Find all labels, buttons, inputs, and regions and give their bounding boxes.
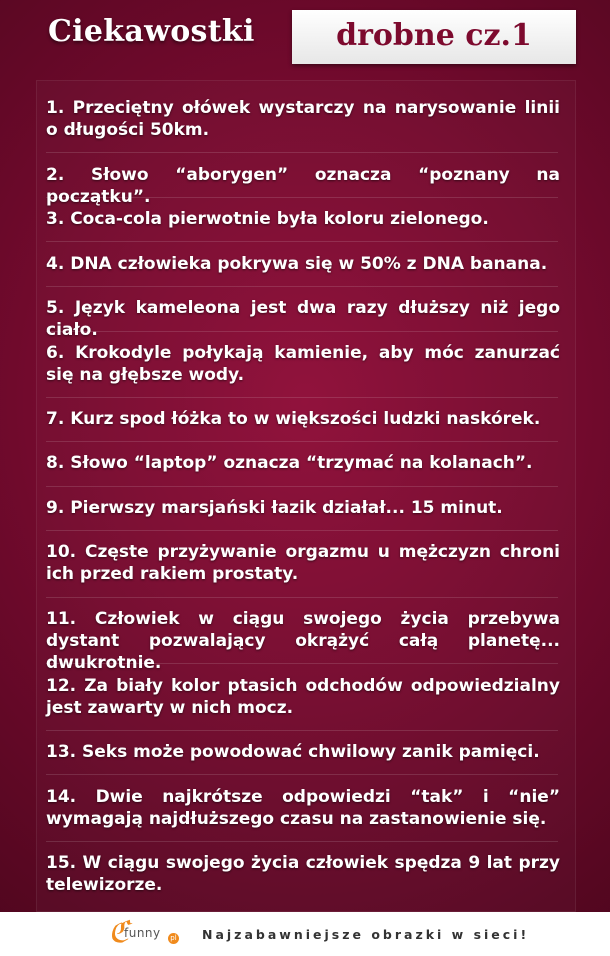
fact-divider xyxy=(46,597,558,598)
fact-divider xyxy=(46,730,558,731)
fact-item-11: 11. Człowiek w ciągu swojego życia przebywa dystant pozwalający okrążyć całą planetę... dwukrotnie. xyxy=(46,609,560,673)
fact-item-7: 7. Kurz spod łóżka to w większości ludzki naskórek. xyxy=(46,409,541,429)
fact-item-2: 2. Słowo “aborygen” oznacza “poznany na początku”. xyxy=(46,165,560,207)
fact-divider xyxy=(46,841,558,842)
logo-badge: pl xyxy=(168,933,179,944)
fact-item-10: 10. Częste przyżywanie orgazmu u mężczyzn chroni ich przed rakiem prostaty. xyxy=(46,542,560,584)
fact-item-1: 1. Przeciętny ołówek wystarczy na narysowanie linii o długości 50km. xyxy=(46,98,560,140)
fact-item-13: 13. Seks może powodować chwilowy zanik pamięci. xyxy=(46,742,540,762)
fact-item-14: 14. Dwie najkrótsze odpowiedzi “tak” i “nie” wymagają najdłuższego czasu na zastanowienie się. xyxy=(46,787,560,829)
footer-tagline: Najzabawniejsze obrazki w sieci! xyxy=(202,927,530,942)
fact-divider xyxy=(46,197,558,198)
fact-item-5: 5. Język kameleona jest dwa razy dłuższy niż jego ciało. xyxy=(46,298,560,340)
fact-divider xyxy=(46,152,558,153)
fact-item-12: 12. Za biały kolor ptasich odchodów odpowiedzialny jest zawarty w nich mocz. xyxy=(46,676,560,718)
funny-logo[interactable] xyxy=(108,916,184,950)
fact-item-3: 3. Coca-cola pierwotnie była koloru zielonego. xyxy=(46,209,489,229)
fact-divider xyxy=(46,241,558,242)
header xyxy=(0,0,610,74)
fact-divider xyxy=(46,774,558,775)
fact-item-8: 8. Słowo “laptop” oznacza “trzymać na kolanach”. xyxy=(46,453,533,473)
fact-divider xyxy=(46,331,558,332)
fact-divider xyxy=(46,663,558,664)
fact-divider xyxy=(46,530,558,531)
fact-item-15: 15. W ciągu swojego życia człowiek spędza 9 lat przy telewizorze. xyxy=(46,853,560,895)
fact-divider xyxy=(46,397,558,398)
fact-divider xyxy=(46,486,558,487)
fact-item-4: 4. DNA człowieka pokrywa się w 50% z DNA banana. xyxy=(46,254,548,274)
logo-swirl-icon: ℭ xyxy=(108,915,130,950)
subtitle-box xyxy=(292,10,576,64)
fact-divider xyxy=(46,286,558,287)
logo-text: funny xyxy=(124,926,161,940)
page-subtitle: drobne cz.1 xyxy=(336,18,532,53)
page-title: Ciekawostki xyxy=(48,14,255,49)
fact-item-6: 6. Krokodyle połykają kamienie, aby móc zanurzać się na głębsze wody. xyxy=(46,343,560,385)
fact-item-9: 9. Pierwszy marsjański łazik działał... 15 minut. xyxy=(46,498,503,518)
footer xyxy=(0,912,610,956)
fact-divider xyxy=(46,441,558,442)
